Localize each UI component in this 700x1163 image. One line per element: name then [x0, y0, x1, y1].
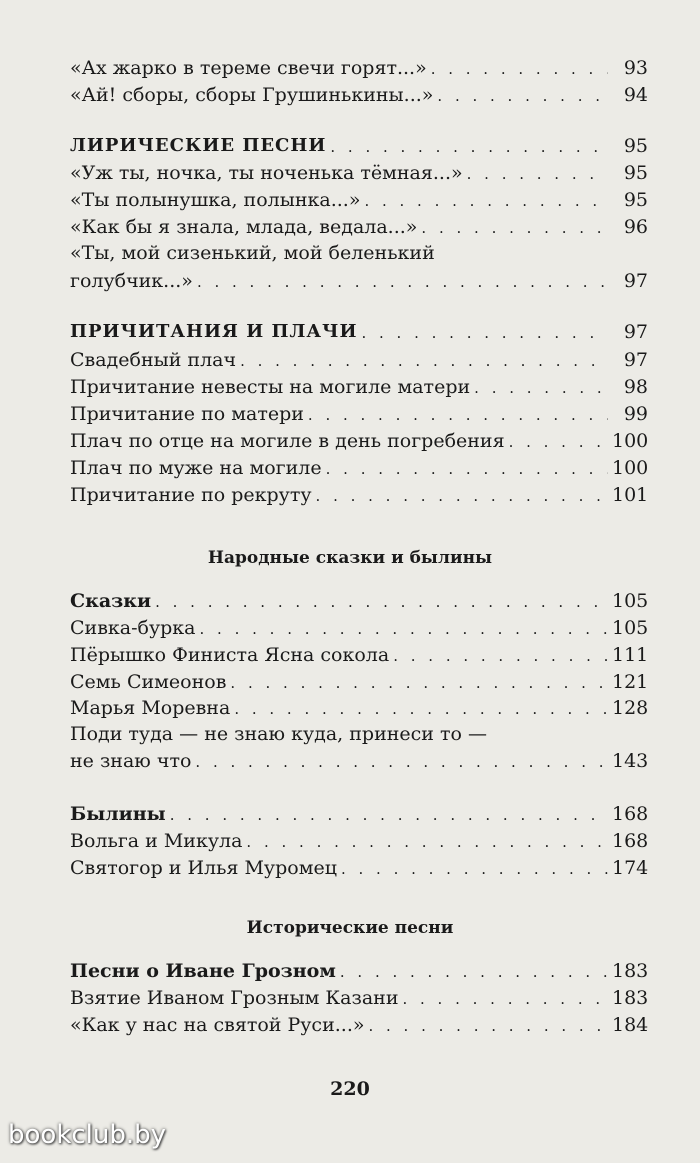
entry-title-line: Поди туда — не знаю куда, принеси то —: [70, 723, 487, 745]
entry-page: 100: [612, 457, 649, 479]
toc-entry: [70, 398, 648, 426]
dot-leader: [368, 1015, 608, 1037]
dot-leader: [330, 136, 608, 158]
dot-leader: [361, 322, 608, 344]
entry-page: 184: [612, 1014, 649, 1036]
dot-leader: [170, 804, 608, 826]
dot-leader: [326, 458, 608, 480]
toc-entry: [70, 639, 648, 667]
entry-title: ПРИЧИТАНИЯ И ПЛАЧИ: [70, 321, 358, 342]
dot-leader: [393, 645, 608, 667]
toc-section-entry: [70, 130, 648, 158]
entry-page: 97: [623, 321, 648, 343]
entry-title: «Уж ты, ночка, ты ноченька тёмная...»: [70, 162, 463, 184]
dot-leader: [431, 58, 608, 80]
dot-leader: [197, 271, 608, 293]
entry-title: не знаю что: [70, 750, 192, 772]
entry-title: Плач по муже на могиле: [70, 457, 322, 479]
entry-title: «Ты полынушка, полынка...»: [70, 189, 361, 211]
entry-page: 99: [623, 403, 648, 425]
toc-entry: [70, 852, 648, 880]
entry-title: Взятие Иваном Грозным Казани: [70, 987, 399, 1009]
dot-leader: [230, 672, 608, 694]
dot-leader: [509, 431, 608, 453]
entry-title: Вольга и Микула: [70, 830, 243, 852]
toc-entry: [70, 79, 648, 107]
entry-page: 100: [612, 430, 649, 452]
toc-entry: [70, 666, 648, 694]
section-heading: Исторические песни: [246, 918, 454, 938]
toc-entry: [70, 585, 648, 613]
entry-page: 98: [623, 376, 648, 398]
entry-title: Плач по отце на могиле в день погребения: [70, 430, 505, 452]
dot-leader: [340, 961, 608, 983]
entry-page: 95: [623, 189, 648, 211]
entry-page: 168: [612, 803, 649, 825]
entry-page: 105: [612, 590, 649, 612]
entry-page: 101: [612, 484, 649, 506]
entry-page: 143: [612, 750, 649, 772]
dot-leader: [316, 485, 608, 507]
entry-page: 96: [623, 216, 648, 238]
entry-title: Сивка-бурка: [70, 617, 196, 639]
toc-entry: [70, 371, 648, 399]
dot-leader: [341, 858, 608, 880]
dot-leader: [402, 988, 608, 1010]
entry-page: 93: [623, 57, 648, 79]
toc-entry: [70, 344, 648, 372]
dot-leader: [437, 85, 608, 107]
toc-entry: [70, 425, 648, 453]
entry-page: 183: [612, 987, 649, 1009]
toc-entry: [70, 612, 648, 640]
toc-entry: [70, 211, 648, 239]
entry-page: 94: [623, 84, 648, 106]
section-heading: Народные сказки и былины: [207, 548, 493, 568]
toc-entry: [70, 745, 648, 773]
toc-entry: [70, 955, 648, 983]
entry-title: Семь Симеонов: [70, 671, 227, 693]
entry-title: ЛИРИЧЕСКИЕ ПЕСНИ: [70, 135, 327, 156]
entry-title: голубчик...»: [70, 270, 193, 292]
entry-page: 128: [612, 697, 649, 719]
entry-title: Святогор и Илья Муромец: [70, 857, 337, 879]
toc-entry: [70, 825, 648, 853]
dot-leader: [155, 591, 608, 613]
entry-page: 121: [612, 671, 649, 693]
toc-entry: [70, 692, 648, 720]
entry-page: 97: [623, 270, 648, 292]
toc-entry: [70, 52, 648, 80]
toc-entry: [70, 479, 648, 507]
dot-leader: [308, 404, 608, 426]
entry-page: 174: [612, 857, 649, 879]
entry-page: 105: [612, 617, 649, 639]
entry-title: Пёрышко Финиста Ясна сокола: [70, 644, 390, 666]
entry-title: Причитание невесты на могиле матери: [70, 376, 471, 398]
site-watermark: bookclub.by: [8, 1120, 167, 1150]
entry-page: 183: [612, 960, 649, 982]
dot-leader: [200, 618, 608, 640]
entry-title: Былины: [70, 803, 166, 825]
entry-title: «Ах жарко в тереме свечи горят...»: [70, 57, 427, 79]
entry-title: Причитание по рекруту: [70, 484, 312, 506]
toc-entry: [70, 157, 648, 185]
entry-page: 111: [612, 644, 649, 666]
entry-title: «Как у нас на святой Руси...»: [70, 1014, 365, 1036]
entry-title-line: «Ты, мой сизенький, мой беленький: [70, 242, 435, 264]
dot-leader: [240, 350, 608, 372]
toc-entry: [70, 265, 648, 293]
entry-title: «Ай! сборы, сборы Грушинькины...»: [70, 84, 434, 106]
dot-leader: [474, 377, 608, 399]
toc-entry: [70, 452, 648, 480]
toc-entry: [70, 184, 648, 212]
entry-page: 95: [623, 162, 648, 184]
toc-entry: [70, 1009, 648, 1037]
page-number: 220: [330, 1078, 370, 1100]
entry-title: Песни о Иване Грозном: [70, 960, 336, 982]
entry-title: Свадебный плач: [70, 349, 237, 371]
dot-leader: [195, 751, 608, 773]
entry-page: 95: [623, 135, 648, 157]
entry-page: 97: [623, 349, 648, 371]
dot-leader: [234, 698, 608, 720]
dot-leader: [246, 831, 608, 853]
entry-page: 168: [612, 830, 649, 852]
entry-title: Сказки: [70, 590, 152, 612]
toc-entry: [70, 982, 648, 1010]
dot-leader: [364, 190, 608, 212]
entry-title: Марья Моревна: [70, 697, 231, 719]
dot-leader: [467, 163, 608, 185]
entry-title: «Как бы я знала, млада, ведала...»: [70, 216, 418, 238]
entry-title: Причитание по матери: [70, 403, 304, 425]
dot-leader: [421, 217, 608, 239]
toc-section-entry: [70, 316, 648, 344]
toc-entry: [70, 798, 648, 826]
